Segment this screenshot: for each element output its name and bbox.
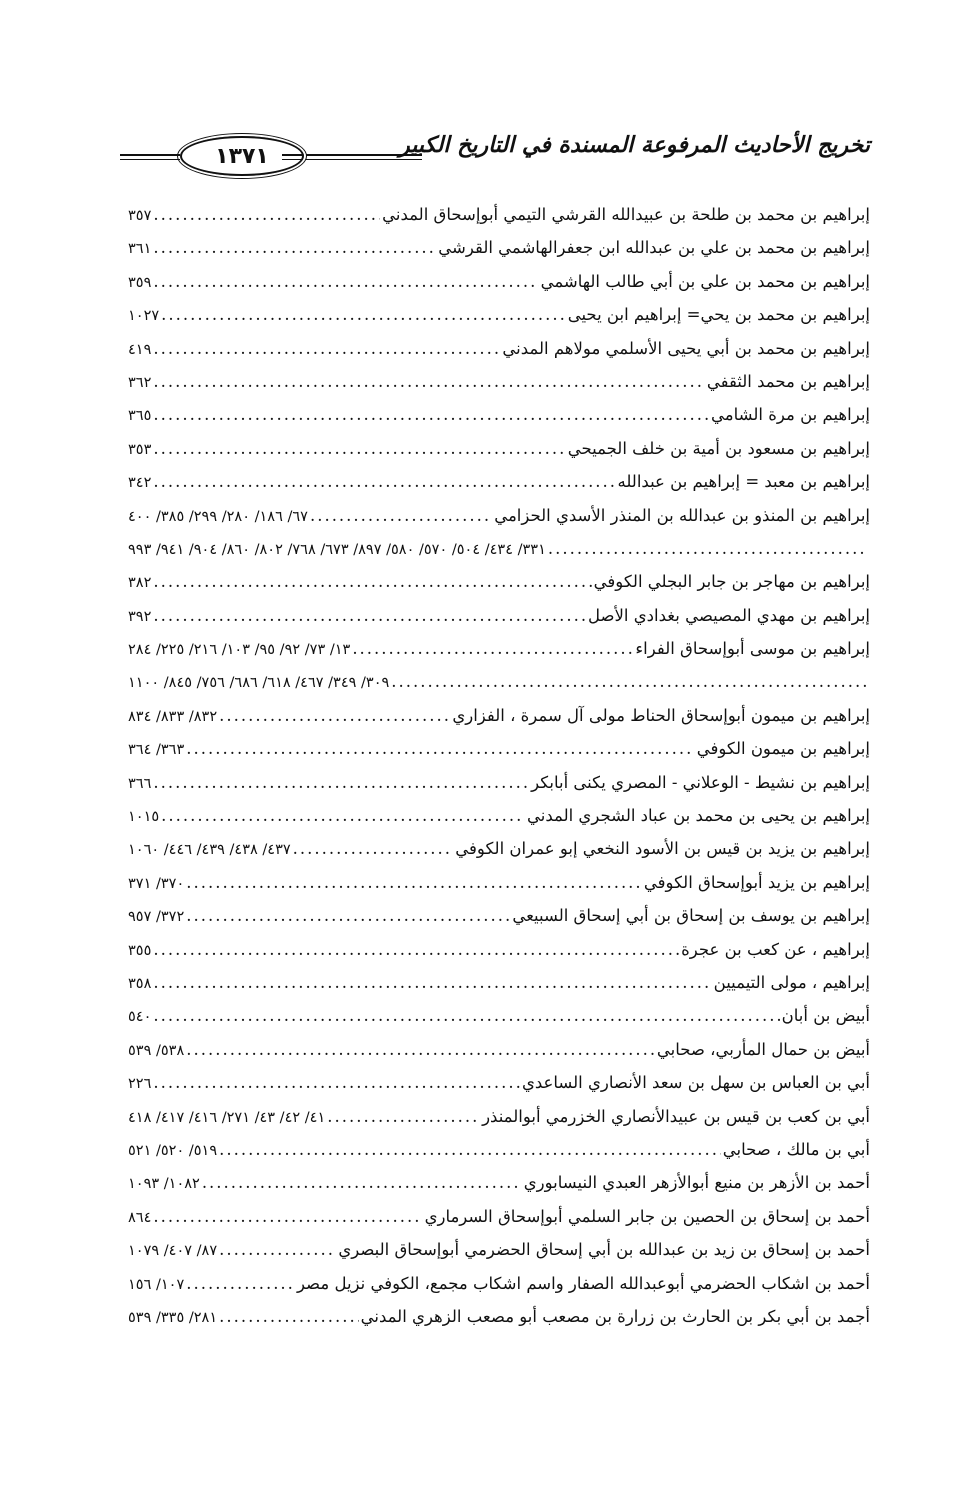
index-entry	[128, 332, 870, 365]
index-entry	[128, 365, 870, 398]
dot-leader	[391, 665, 868, 698]
index-entry	[128, 799, 870, 832]
entry-refs: ١٠٨٢/ ١٠٩٣	[128, 1176, 200, 1193]
dot-leader	[153, 999, 779, 1032]
entry-refs: ١٠٢٧	[128, 308, 160, 325]
entry-name: إبراهيم بن معبد = إبراهيم بن عبدالله	[617, 472, 870, 492]
entry-name: أجمد بن أبي بكر بن الحارث بن زرارة بن مصعب أبو مصعب الزهري المدني	[360, 1306, 870, 1326]
entry-name: إبراهيم بن ميمون أبوإسحاق الحناط مولى آل سمرة ، الفزاري	[452, 705, 870, 725]
dot-leader	[327, 1100, 480, 1133]
dot-leader	[153, 1066, 520, 1099]
page-number: ١٣٧١	[215, 143, 269, 169]
entry-name: إبراهيم بن محمد بن علي بن عبدالله ابن جعفرالهاشمي القرشي	[438, 238, 870, 258]
entry-refs: ١٣/ ٧٣/ ٩٢/ ٩٥/ ١٠٣/ ٢١٦/ ٢٢٥/ ٢٨٤	[128, 642, 351, 659]
entry-refs: ٤٣٧/ ٤٣٨/ ٤٣٩/ ٤٤٦/ ١٠٦٠	[128, 842, 291, 859]
dot-leader	[186, 899, 510, 932]
dot-leader	[153, 966, 711, 999]
index-entry	[128, 1066, 870, 1099]
entry-name: إبراهيم بن يزيد أبوإسحاق الكوفي	[643, 872, 870, 892]
dot-leader	[219, 1233, 336, 1266]
entry-refs: ٤١٩	[128, 341, 152, 358]
dot-leader	[153, 599, 586, 632]
entry-refs: ٣٥٧	[128, 208, 152, 224]
entry-refs: ٨٧/ ٤٠٧/ ١٠٧٩	[128, 1243, 218, 1260]
index-entry	[128, 565, 870, 598]
entry-refs: ٣٧٢/ ٩٥٧	[128, 909, 185, 926]
index-entry	[128, 298, 870, 331]
entry-name: إبراهيم ، مولى التيميين	[713, 972, 870, 992]
dot-leader	[153, 432, 565, 465]
book-title: تخريج الأحاديث المرفوعة المسندة في التاريخ الكبير	[399, 132, 870, 158]
entry-name: أبي بن العباس بن سهل بن سعد الأنصاري الساعدي	[521, 1073, 870, 1093]
page-number-badge	[180, 136, 304, 176]
entry-name: أحمد بن إسحاق بن زيد بن عبدالله بن أبي إسحاق الحضرمي أبوإسحاق البصري	[338, 1240, 870, 1260]
dot-leader	[153, 565, 591, 598]
entry-refs: ٣٥٥	[128, 942, 152, 959]
entry-name: إبراهيم بن محمد بن يحي= إبراهيم ابن يحيى	[567, 305, 870, 325]
entry-name: إبراهيم بن مسعود بن أمية بن خلف الجميحي	[567, 438, 870, 458]
entry-name: أحمد بن الأزهر بن منيع أبوالأزهر العبدي النيسابوري	[523, 1173, 870, 1193]
dot-leader	[186, 1033, 655, 1066]
entry-name: إبراهيم بن محمد بن أبي يحيى الأسلمي مولاهم المدني	[502, 338, 870, 358]
entry-refs: ٥٤٠	[128, 1009, 152, 1026]
dot-leader	[153, 1200, 422, 1233]
dot-leader	[219, 1300, 359, 1333]
entry-refs: ٣٥٣	[128, 441, 152, 458]
entry-name: إبراهيم بن يزيد بن قيس بن الأسود النخعي إبو عمران الكوفي	[455, 839, 870, 859]
entry-refs: ٣٦٢	[128, 374, 152, 391]
dot-leader	[153, 198, 380, 231]
index-entry	[128, 1267, 870, 1300]
dot-leader	[352, 632, 633, 665]
index-entry	[128, 933, 870, 966]
dot-leader	[161, 298, 566, 331]
entry-name: أبي بن مالك ، صحابي	[722, 1139, 870, 1159]
entry-refs: ١٠٧/ ١٥٦	[128, 1276, 185, 1293]
entry-refs: ١٠١٥	[128, 809, 160, 826]
entry-refs: ٣٤٢	[128, 475, 152, 492]
index-entries	[128, 198, 870, 1333]
index-entry	[128, 499, 870, 532]
dot-leader	[186, 1267, 295, 1300]
index-entry	[128, 231, 870, 264]
entry-name: أبيض بن أبان	[781, 1006, 870, 1026]
dot-leader	[186, 732, 694, 765]
entry-name: أحمد بن اشكاب الحضرمي أبوعبدالله الصفار واسم اشكاب مجمع، الكوفي نزيل مصر	[296, 1273, 870, 1293]
dot-leader	[153, 398, 709, 431]
entry-name: إبراهيم بن مرة الشامي	[711, 405, 870, 425]
dot-leader	[153, 465, 615, 498]
dot-leader	[153, 766, 529, 799]
index-entry	[128, 432, 870, 465]
index-entry	[128, 465, 870, 498]
index-entry	[128, 1100, 870, 1133]
entry-refs: ٨٣٢/ ٨٣٣/ ٨٣٤	[128, 708, 218, 725]
entry-refs: ٢٨١/ ٣٣٥/ ٥٣٩	[128, 1309, 218, 1326]
index-entry	[128, 1033, 870, 1066]
entry-refs: ٣٩٢	[128, 608, 152, 625]
index-entry	[128, 832, 870, 865]
page-header	[120, 128, 870, 178]
entry-name: إبراهيم بن مهاجر بن جابر البجلي الكوفي	[593, 572, 870, 592]
index-entry	[128, 866, 870, 899]
index-entry	[128, 599, 870, 632]
index-entry	[128, 1133, 870, 1166]
entry-name: إبراهيم بن موسى أبوإسحاق الفراء	[635, 639, 870, 659]
entry-refs: ٣٦٦	[128, 775, 152, 792]
entry-name: أبي بن كعب بن قيس بن عبيدالأنصاري الخزرمي أبوالمنذر	[482, 1106, 870, 1126]
entry-refs: ٣٣١/ ٤٣٤/ ٥٠٤/ ٥٧٠/ ٥٨٠/ ٨٩٧/ ٦٧٣/ ٧٦٨/ ٨٠٢/ ٨٦٠/ ٩٠٤/ ٩٤١/ ٩٩٣	[128, 541, 546, 558]
entry-name: أحمد بن إسحاق بن الحصين بن جابر السلمي أبوإسحاق السرماري	[424, 1206, 870, 1226]
dot-leader	[186, 866, 642, 899]
entry-refs: ٣٧٠/ ٣٧١	[128, 875, 185, 892]
entry-name: أبيض بن حمال المأربي، صحابي	[656, 1039, 870, 1059]
entry-name: إبراهيم ، عن كعب بن عجرة	[681, 939, 870, 959]
entry-refs: ٤١/ ٤٢/ ٤٣/ ٢٧١/ ٤١٦/ ٤١٧/ ٤١٨	[128, 1109, 326, 1126]
index-entry	[128, 699, 870, 732]
entry-refs: ٣٨٢	[128, 575, 152, 592]
entry-refs: ٣٥٨	[128, 975, 152, 992]
entry-refs: ٣٦٥	[128, 408, 152, 425]
index-entry	[128, 899, 870, 932]
index-entry	[128, 1200, 870, 1233]
entry-name: إبراهيم بن محمد الثقفي	[706, 371, 870, 391]
index-entry	[128, 732, 870, 765]
index-entry	[128, 966, 870, 999]
index-entry-continuation	[128, 665, 870, 698]
dot-leader	[161, 799, 525, 832]
dot-leader	[153, 231, 436, 264]
entry-refs: ٨٦٤	[128, 1209, 152, 1226]
entry-refs: ٥١٩/ ٥٢٠/ ٥٢١	[128, 1142, 218, 1159]
dot-leader	[153, 365, 704, 398]
dot-leader	[153, 332, 500, 365]
index-entry	[128, 1166, 870, 1199]
index-entry	[128, 999, 870, 1032]
index-entry	[128, 265, 870, 298]
entry-refs: ٢٢٦	[128, 1076, 152, 1093]
entry-refs: ٦٧/ ١٨٦/ ٢٨٠/ ٢٩٩/ ٣٨٥/ ٤٠٠	[128, 508, 308, 525]
index-entry	[128, 198, 870, 231]
entry-name: إبراهيم بن يحيى بن محمد بن عباد الشجري المدني	[527, 806, 870, 826]
dot-leader	[153, 933, 679, 966]
index-entry	[128, 1300, 870, 1333]
dot-leader	[202, 1166, 522, 1199]
entry-refs: ٥٣٨/ ٥٣٩	[128, 1042, 185, 1059]
entry-name: إبراهيم بن المنذو بن عبدالله بن المنذر الأسدي الحزامي	[494, 505, 870, 525]
index-entry-continuation	[128, 532, 870, 565]
index-entry	[128, 1233, 870, 1266]
dot-leader	[153, 265, 538, 298]
dot-leader	[548, 532, 868, 565]
entry-name: إبراهيم بن نشيط - الوعلاني - المصري يكنى أبابكر	[531, 772, 870, 792]
entry-name: إبراهيم بن مهدي المصيصي بغدادي الأصل	[588, 605, 870, 625]
dot-leader	[310, 499, 492, 532]
index-entry	[128, 632, 870, 665]
entry-refs: ٣٦١	[128, 241, 152, 258]
index-entry	[128, 398, 870, 431]
index-entry	[128, 766, 870, 799]
entry-refs: ٣٠٩/ ٣٤٩/ ٤٦٧/ ٦١٨/ ٦٨٦/ ٧٥٦/ ٨٤٥/ ١١٠٠	[128, 675, 390, 692]
entry-name: إبراهيم بن يوسف بن إسحاق بن أبي إسحاق السبيعي	[512, 906, 870, 926]
entry-name: إبراهيم بن محمد بن علي بن أبي طالب الهاشمي	[540, 271, 870, 291]
header-rule	[120, 154, 180, 156]
dot-leader	[293, 832, 454, 865]
dot-leader	[219, 699, 450, 732]
entry-refs: ٣٦٣/ ٣٦٤	[128, 742, 185, 759]
entry-name: إبراهيم بن ميمون الكوفي	[696, 739, 870, 759]
dot-leader	[219, 1133, 721, 1166]
entry-refs: ٣٥٩	[128, 274, 152, 291]
entry-name: إبراهيم بن محمد بن طلحة بن عبيدالله القرشي التيمي أبوإسحاق المدني	[382, 205, 870, 224]
